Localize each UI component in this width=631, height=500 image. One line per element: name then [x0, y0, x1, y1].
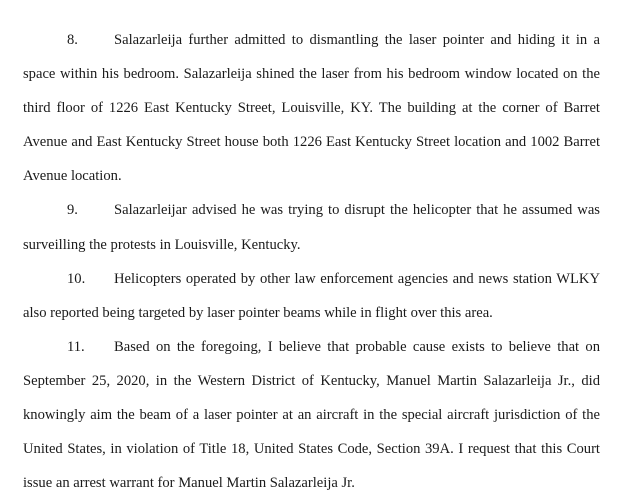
- paragraph-line: knowingly aim the beam of a laser pointer at an aircraft in the special aircraft jurisdiction of the: [23, 407, 600, 424]
- paragraph-8: [23, 23, 600, 193]
- paragraph-number: 8.: [67, 32, 78, 48]
- paragraph-line: [23, 330, 600, 364]
- paragraph-line: [23, 193, 600, 227]
- paragraph-line: surveilling the protests in Louisville, Kentucky.: [23, 236, 301, 253]
- paragraph-number: 11.: [67, 338, 85, 355]
- paragraph-line: [23, 262, 600, 296]
- paragraph-line: [23, 23, 600, 57]
- line-text: Based on the foregoing, I believe that probable cause exists to believe that on: [114, 338, 600, 355]
- paragraph-line: also reported being targeted by laser pointer beams while in flight over this area.: [23, 304, 493, 321]
- paragraph-line: space within his bedroom. Salazarleija shined the laser from his bedroom window located on the: [23, 66, 600, 83]
- line-text: Helicopters operated by other law enforcement agencies and news station WLKY: [114, 270, 600, 287]
- paragraph-line: Avenue location.: [23, 168, 122, 185]
- paragraph-9: [23, 193, 600, 261]
- paragraph-line: September 25, 2020, in the Western District of Kentucky, Manuel Martin Salazarleija Jr., did: [23, 372, 600, 389]
- paragraph-line: issue an arrest warrant for Manuel Martin Salazarleija Jr.: [23, 475, 355, 492]
- document-page: [23, 0, 600, 500]
- paragraph-10: [23, 262, 600, 330]
- paragraph-number: 9.: [67, 202, 78, 219]
- line-text: Salazarleijar advised he was trying to disrupt the helicopter that he assumed was: [114, 202, 600, 219]
- paragraph-line: third floor of 1226 East Kentucky Street, Louisville, KY. The building at the corner of Barret: [23, 100, 600, 117]
- line-text: Salazarleija further admitted to dismantling the laser pointer and hiding it in a: [114, 32, 600, 48]
- paragraph-line: Avenue and East Kentucky Street house both 1226 East Kentucky Street location and 1002 Barret: [23, 134, 600, 151]
- paragraph-11: [23, 330, 600, 500]
- paragraph-number: 10.: [67, 270, 86, 287]
- paragraph-line: United States, in violation of Title 18, United States Code, Section 39A. I request that this Court: [23, 441, 600, 458]
